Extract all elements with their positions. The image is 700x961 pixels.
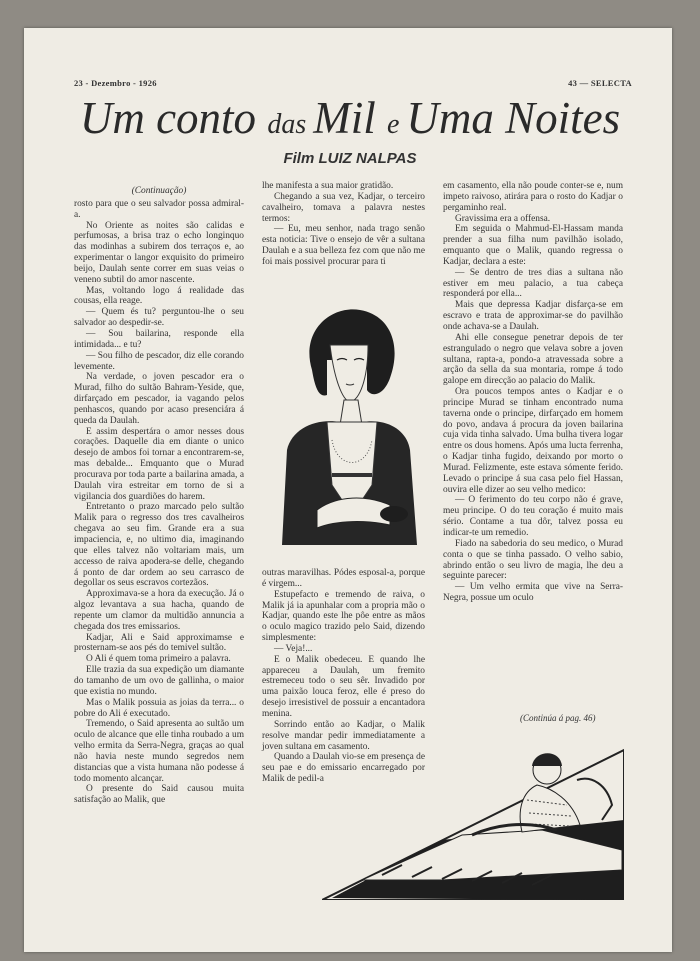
paragraph: — O ferimento do teu corpo não é grave, meu principe. O do teu coração é muito mais sério. Contame a tua dôr, talvez possa eu indicar-te um remedio. (443, 495, 623, 538)
paragraph: outras maravilhas. Pódes esposal-a, porque é virgem... (262, 568, 425, 589)
paragraph: — Eu, meu senhor, nada trago senão esta noticia: Tive o ensejo de vêr a sultana Daulah e a sua belleza fez com que não me foi mais possivel procurar para ti (262, 224, 425, 267)
paragraph: Entretanto o prazo marcado pelo sultão Malik para o regresso dos tres cavalheiros chegava ao seu fim. Grande era a sua impaciencia, e, no ultimo dia, imaginando que elles talvez não voltariam mais, um accesso de raiva apodera-se delle, chegando á ponto de dar ordem ao seu carrasco de degollar os seus escravos cortezãos. (74, 502, 244, 589)
paragraph: Ahi elle consegue penetrar depois de ter estrangulado o negro que velava sobre a joven sultana, rapta-a, pondo-a atravessada sobre a arção da sella da sua montaria, rompe á todo galope em direcção ao palacio do Malik. (443, 332, 623, 387)
issue-date: 23 - Dezembro - 1926 (74, 78, 157, 88)
column-1 (74, 186, 244, 806)
page-title (0, 93, 700, 143)
paragraph: — Se dentro de tres dias a sultana não estiver em meu palacio, a tua cabeça responderá por ella... (443, 267, 623, 300)
paragraph: Approximava-se a hora da execução. Já o algoz levantava a sua hacha, quando de repente um clamor da multidão annuncia a chegada dos tres emissarios. (74, 589, 244, 632)
paragraph: rosto para que o seu salvador possa admiral-a. (74, 198, 244, 220)
paragraph: No Oriente as noites são calidas e perfumosas, a brisa traz o echo longinquo das modinhas a subirem dos terraços e, ao experimentar o langor exquisito do primeiro beijo, Daulah sente correr em suas veias o veneno subtil do amor nascente. (74, 220, 244, 285)
subtitle: Film LUIZ NALPAS (283, 150, 417, 167)
paragraph: O Ali é quem toma primeiro a palavra. (86, 654, 231, 665)
paragraph: — Um velho ermita que vive na Serra-Negra, possue um oculo (443, 582, 623, 604)
paragraph: O presente do Said causou muita satisfação ao Malik, que (74, 784, 244, 806)
title-part-4: e (386, 109, 407, 140)
paragraph: Mais que depressa Kadjar disfarça-se em escravo e trata de approximar-se do pavilhão onde achava-se a Daulah. (443, 300, 623, 332)
title-part-1: Um conto (79, 93, 268, 143)
paragraph: — Veja!... (274, 643, 313, 654)
paragraph: lhe manifesta a sua maior gratidão. (262, 181, 394, 191)
paragraph: Tremendo, o Said apresenta ao sultão um oculo de alcance que elle tinha roubado a um velho ermita da Serra-Negra, graças ao qual não havia neste mundo segredos nem distancias que a vista humana não podesse á todo momento alcançar. (74, 719, 244, 784)
paragraph: Na verdade, o joven pescador era o Murad, filho do sultão Bahram-Yeside, que, dirfarçado em pescador, ia vagando pelos penhascos, quando por acaso presenciára á queda da Daulah. (74, 372, 244, 426)
reclining-woman-illustration (322, 730, 624, 900)
title-part-5: Uma Noites (406, 93, 621, 143)
paragraph: — Sou filho de pescador, diz elle corando levemente. (74, 350, 244, 372)
paragraph: E o Malik obedeceu. E quando lhe appareceu a Daulah, um fremito estremeceu todo o seu sêr. Invadido por uma paixão louca feroz, elle é preso do desejo irresistivel de possuir a encantadora menina. (262, 654, 425, 719)
paragraph: Mas, voltando logo á realidade das cousas, ella reage. (74, 285, 244, 307)
title-part-2: das (267, 109, 314, 140)
paragraph: Quando a Daulah vio-se em presença de seu pae e do emissario encarregado por Malik de pedil-a (262, 752, 425, 785)
continued-on-note: (Continúa á pag. 46) (520, 713, 596, 723)
paragraph: Kadjar, Ali e Said approximamse e prosternam-se aos pés do temivel sultão. (74, 632, 244, 654)
paragraph: Elle trazia da sua expedição um diamante do tamanho de um ovo de gallinha, o maior que existia no mundo. (74, 665, 244, 697)
paragraph: — Sou bailarina, responde ella intimidada... e tu? (74, 328, 244, 350)
page-number: 43 — SELECTA (568, 78, 632, 88)
paragraph: — Quem és tu? perguntou-lhe o seu salvador ao despedir-se. (74, 307, 244, 329)
continuation-note: (Continuação) (131, 186, 187, 196)
paragraph: Sorrindo então ao Kadjar, o Malik resolve mandar pedir immediatamente a joven sultana em casamento. (262, 719, 425, 752)
paragraph: Fiado na sabedoria do seu medico, o Murad conta o que se tinha passado. O velho sabio, abrindo então o seu livro de magia, lhe deu a seguinte parecer: (443, 538, 623, 582)
paragraph: em casamento, ella não poude conter-se e, num impeto raivoso, atirára para o rosto do Kadjar o pergaminho real. (443, 181, 623, 213)
paragraph: Mas o Malik possuia as joias da terra... o pobre do Ali é executado. (74, 697, 244, 719)
column-3 (443, 181, 623, 604)
paragraph: E assim despertára o amor nesses dous corações. Daquelle dia em diante o unico desejo de ambos foi tornar a encontrarem-se, mas debalde... Emquanto que o Murad procurava por toda parte a bailarina amada, a Daulah vira estreitar em torno de si a vigilancia dos guardiões do harem. (74, 426, 244, 502)
paragraph: Em seguida o Mahmud-El-Hassam manda prender a sua filha num pavilhão isolado, emquanto que o Malik, quando regressa o Kadjar, declara a este: (443, 224, 623, 267)
paragraph: Chegando a sua vez, Kadjar, o terceiro cavalheiro, tomava a palavra nestes termos: (262, 191, 425, 224)
paragraph: Estupefacto e tremendo de raiva, o Malik já ia apunhalar com a propria mão o Kadjar, quando este lhe pôe entre as mãos o oculo magico trazido pelo Said, dizendo simplesmente: (262, 589, 425, 644)
column-2-top (262, 181, 425, 268)
woman-portrait-illustration (272, 300, 422, 545)
title-part-3: Mil (313, 93, 387, 143)
paragraph: Ora poucos tempos antes o Kadjar e o principe Murad se tinham encontrado numa taverna onde o principe, dirfarçado em homem do povo, andava á procura da joven bailarina cuja vida tinha salvado. Uma bulha tivera logar entre os dous homens. Após uma lucta ferrenha, o Kadjar tinha fugido, deixando por morto o Murad. Felizmente, este estava sómente ferido. Levado o principe á sua casa pelo fiel Hassan, ouvira elle dizer ao seu velho medico: (443, 387, 623, 495)
paragraph: Gravissima era a offensa. (455, 213, 551, 224)
